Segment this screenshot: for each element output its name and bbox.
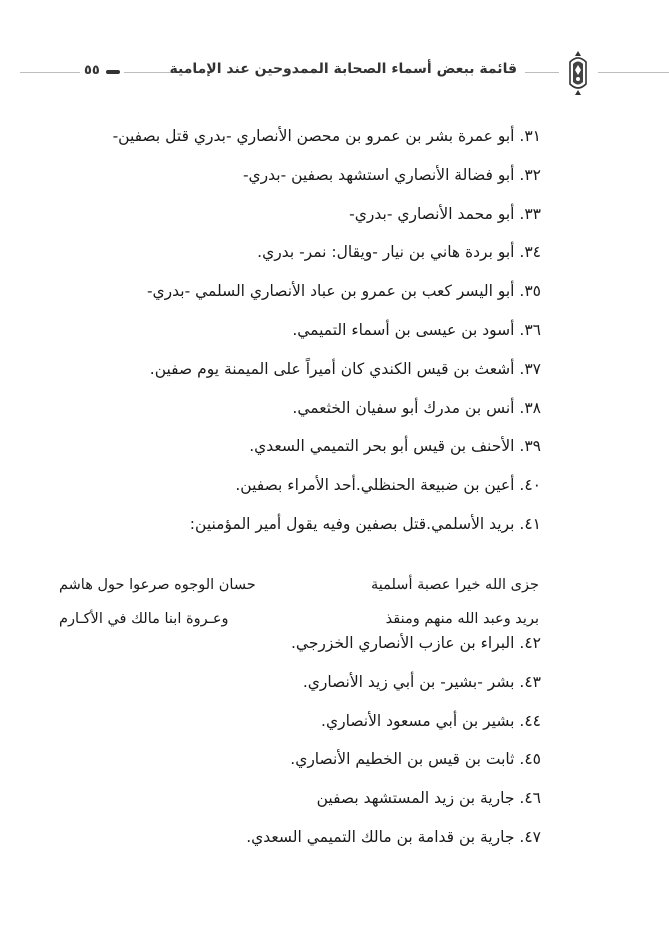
list-item: ٤١. بريد الأسلمي.قتل بصفين وفيه يقول أمير المؤمنين: xyxy=(189,514,541,533)
poem-verse xyxy=(59,602,539,636)
verse-second-hemistich: حسان الوجوه صرعوا حول هاشم xyxy=(59,577,256,593)
header-rule-middle xyxy=(124,72,176,73)
list-item: ٤٥. ثابت بن قيس بن الخطيم الأنصاري. xyxy=(290,750,541,769)
lantern-ornament-icon xyxy=(564,50,592,96)
list-item: ٣٢. أبو فضالة الأنصاري استشهد بصفين -بدري- xyxy=(242,165,541,184)
list-item: ٤٧. جارية بن قدامة بن مالك التميمي السعدي. xyxy=(246,827,541,846)
list-item: ٤٤. بشير بن أبي مسعود الأنصاري. xyxy=(321,711,541,730)
list-item: ٣١. أبو عمرة بشر بن عمرو بن محصن الأنصاري -بدري قتل بصفين- xyxy=(112,127,541,145)
list-item: ٣٥. أبو اليسر كعب بن عمرو بن عباد الأنصاري السلمي -بدري- xyxy=(146,282,541,301)
list-item: ٤٢. البراء بن عازب الأنصاري الخزرجي. xyxy=(291,634,541,652)
verse-first-hemistich: بريد وعبد الله منهم ومنقذ xyxy=(385,611,539,627)
list-item: ٣٩. الأحنف بن قيس أبو بحر التميمي السعدي. xyxy=(249,437,541,456)
page-number-dash xyxy=(106,70,120,74)
list-item: ٤٦. جارية بن زيد المستشهد بصفين xyxy=(316,789,541,808)
list-item: ٣٨. أنس بن مدرك أبو سفيان الخثعمي. xyxy=(292,398,541,417)
list-item: ٣٦. أسود بن عيسى بن أسماء التميمي. xyxy=(292,320,541,339)
page-header xyxy=(0,50,669,94)
entries-list-b xyxy=(61,633,541,866)
list-item: ٣٣. أبو محمد الأنصاري -بدري- xyxy=(349,204,541,223)
list-item: ٤٠. أعين بن ضبيعة الحنظلي.أحد الأمراء بصفين. xyxy=(235,476,541,495)
header-rule-left xyxy=(20,72,80,73)
running-title: قائمة ببعض أسماء الصحابة الممدوحين عند الإمامية xyxy=(169,61,517,77)
verse-first-hemistich: جزى الله خيرا عصبة أسلمية xyxy=(370,577,539,593)
header-rule-right-b xyxy=(598,72,669,73)
header-rule-right-a xyxy=(525,72,559,73)
verse-second-hemistich: وعـروة ابنا مالك في الأكـارم xyxy=(59,611,229,627)
page-number: ٥٥ xyxy=(84,63,100,78)
poem-verses xyxy=(59,568,539,636)
list-item: ٣٤. أبو بردة هاني بن نيار -ويقال: نمر- بدري. xyxy=(257,243,541,262)
entries-list-a xyxy=(61,126,541,553)
list-item: ٣٧. أشعث بن قيس الكندي كان أميراً على الميمنة يوم صفين. xyxy=(149,359,541,378)
poem-verse xyxy=(59,568,539,602)
list-item: ٤٣. بشر -بشير- بن أبي زيد الأنصاري. xyxy=(302,672,541,691)
